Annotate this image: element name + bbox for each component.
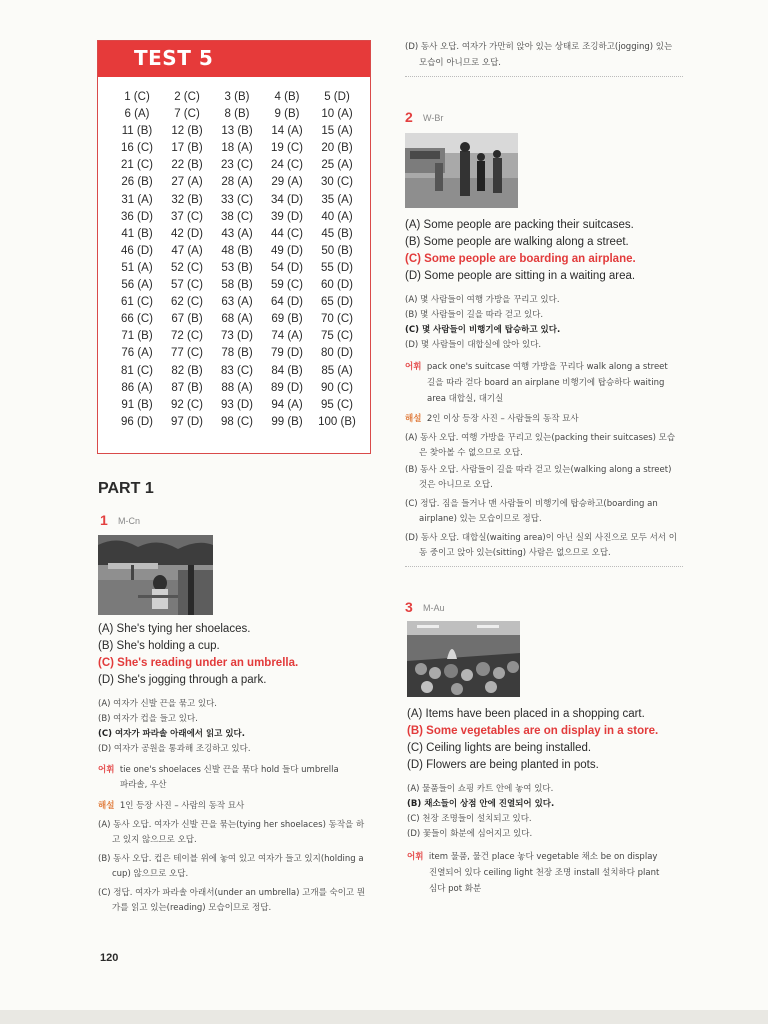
q3-photo [407, 621, 520, 697]
answer-cell: 53 (B) [221, 261, 253, 274]
q2-expl-line-7: (D) 동사 오답. 대합실(waiting area)이 아닌 실외 사진으로 모두 서서 이 [405, 533, 677, 543]
q1-expl-label: 해설 [98, 801, 115, 811]
q1-expl-line-3: (B) 동사 오답. 컵은 테이블 위에 놓여 있고 여자가 들고 있지(holding a [98, 854, 364, 864]
q1-vocab-line-1 [98, 763, 339, 775]
q3-vocab-line-2: 진열되어 있다 ceiling light 천장 조명 install 설치하다 plant [429, 868, 660, 878]
answer-cell: 87 (B) [171, 381, 203, 394]
answer-cell: 54 (D) [271, 261, 303, 274]
answer-cell: 34 (D) [271, 193, 303, 206]
answer-grid [112, 91, 364, 433]
answer-cell: 96 (D) [121, 415, 153, 428]
q2-expl-line-4: 것은 아니므로 오답. [419, 480, 493, 490]
answer-row [112, 365, 364, 382]
answer-cell: 76 (A) [121, 347, 153, 360]
answer-cell: 22 (B) [171, 159, 203, 172]
answer-cell: 66 (C) [121, 313, 153, 326]
answer-row [112, 176, 364, 193]
answer-cell: 18 (A) [221, 142, 253, 155]
q2-vocab-label: 어휘 [405, 362, 422, 372]
q2-expl-line-6: airplane) 있는 모습이므로 정답. [419, 514, 542, 524]
answer-cell: 67 (B) [171, 313, 203, 326]
answer-cell: 73 (D) [221, 330, 253, 343]
q2-option-d: (D) Some people are sitting in a waiting area. [405, 270, 636, 282]
test-title: TEST 5 [134, 46, 214, 70]
q1-expl-head [98, 799, 244, 811]
q1-expl-head-text: 1인 등장 사진 – 사람의 동작 묘사 [119, 801, 245, 811]
answer-row [112, 330, 364, 347]
answer-key-header [98, 41, 370, 77]
q2-photo [405, 133, 518, 208]
answer-cell: 8 (B) [224, 108, 250, 121]
q3-kor-d: (D) 꽃들이 화분에 심어지고 있다. [407, 829, 533, 839]
answer-cell: 23 (C) [221, 159, 253, 172]
answer-row [112, 125, 364, 142]
answer-cell: 21 (C) [121, 159, 153, 172]
answer-cell: 82 (B) [171, 364, 203, 377]
q1-option-c-correct: (C) She's reading under an umbrella. [98, 657, 299, 669]
q2-option-c-correct: (C) Some people are boarding an airplane. [405, 253, 636, 265]
answer-cell: 19 (C) [271, 142, 303, 155]
q3-kor-c: (C) 천장 조명들이 설치되고 있다. [407, 814, 532, 824]
answer-row [112, 91, 364, 108]
answer-cell: 17 (B) [171, 142, 203, 155]
answer-cell: 27 (A) [171, 176, 203, 189]
answer-cell: 28 (A) [221, 176, 253, 189]
answer-cell: 51 (A) [121, 261, 153, 274]
q2-vocab-line-3: area 대합실, 대기실 [427, 394, 504, 404]
answer-cell: 6 (A) [124, 108, 150, 121]
answer-cell: 56 (A) [121, 279, 153, 292]
answer-cell: 48 (B) [221, 244, 253, 257]
answer-cell: 83 (C) [221, 364, 253, 377]
answer-cell: 37 (C) [171, 210, 203, 223]
q2-expl-line-3: (B) 동사 오답. 사람들이 길을 따라 걷고 있는(walking along a street) [405, 465, 672, 475]
q1-option-a: (A) She's tying her shoelaces. [98, 623, 251, 635]
answer-cell: 55 (D) [321, 261, 353, 274]
q3-vocab-label: 어휘 [407, 852, 424, 862]
answer-cell: 20 (B) [321, 142, 353, 155]
answer-row [112, 262, 364, 279]
answer-cell: 42 (D) [171, 227, 203, 240]
answer-cell: 75 (C) [321, 330, 353, 343]
q1-expl-line-4: cup) 않으므로 오답. [112, 869, 189, 879]
q2-option-b: (B) Some people are walking along a street. [405, 236, 629, 248]
q3-vocab-line-1 [407, 850, 657, 862]
answer-cell: 93 (D) [221, 398, 253, 411]
answer-cell: 80 (D) [321, 347, 353, 360]
answer-cell: 70 (C) [321, 313, 353, 326]
answer-cell: 25 (A) [321, 159, 353, 172]
q3-option-a: (A) Items have been placed in a shopping cart. [407, 708, 645, 720]
answer-cell: 29 (A) [271, 176, 303, 189]
answer-row [112, 347, 364, 364]
answer-cell: 94 (A) [271, 398, 303, 411]
q1-option-d: (D) She's jogging through a park. [98, 674, 267, 686]
answer-cell: 91 (B) [121, 398, 153, 411]
answer-cell: 84 (B) [271, 364, 303, 377]
answer-cell: 81 (C) [121, 364, 153, 377]
answer-cell: 26 (B) [121, 176, 153, 189]
answer-row [112, 142, 364, 159]
answer-cell: 14 (A) [271, 125, 303, 138]
answer-cell: 58 (B) [221, 279, 253, 292]
answer-row [112, 313, 364, 330]
q2-expl-head [405, 412, 579, 424]
answer-row [112, 245, 364, 262]
answer-row [112, 159, 364, 176]
q3-speaker: M-Au [423, 603, 445, 613]
answer-cell: 31 (A) [121, 193, 153, 206]
q2-expl-line-1: (A) 동사 오답. 여행 가방을 꾸리고 있는(packing their suitcases) 모습 [405, 433, 676, 443]
q2-kor-a: (A) 몇 사람들이 여행 가방을 꾸리고 있다. [405, 295, 560, 305]
answer-cell: 97 (D) [171, 415, 203, 428]
part-title: PART 1 [98, 480, 154, 497]
page-number: 120 [100, 952, 119, 964]
answer-cell: 98 (C) [221, 415, 253, 428]
divider [405, 566, 683, 567]
answer-cell: 86 (A) [121, 381, 153, 394]
answer-cell: 90 (C) [321, 381, 353, 394]
q1-expl-d-line-2: 모습이 아니므로 오답. [419, 58, 502, 68]
answer-cell: 52 (C) [171, 261, 203, 274]
answer-cell: 69 (B) [271, 313, 303, 326]
answer-cell: 43 (A) [221, 227, 253, 240]
answer-cell: 12 (B) [171, 125, 203, 138]
answer-cell: 63 (A) [221, 296, 253, 309]
answer-cell: 74 (A) [271, 330, 303, 343]
q1-kor-a: (A) 여자가 신발 끈을 묶고 있다. [98, 699, 217, 709]
answer-cell: 39 (D) [271, 210, 303, 223]
q1-option-b: (B) She's holding a cup. [98, 640, 220, 652]
answer-cell: 57 (C) [171, 279, 203, 292]
answer-row [112, 416, 364, 433]
q3-number: 3 [405, 599, 413, 615]
answer-cell: 60 (D) [321, 279, 353, 292]
answer-cell: 13 (B) [221, 125, 253, 138]
answer-row [112, 279, 364, 296]
divider [405, 76, 683, 77]
answer-cell: 15 (A) [321, 125, 353, 138]
answer-cell: 9 (B) [274, 108, 300, 121]
answer-cell: 45 (B) [321, 227, 353, 240]
answer-cell: 5 (D) [324, 91, 350, 103]
page-bottom-strip [0, 1010, 768, 1024]
q3-vocab-text-1: item 물품, 물건 place 놓다 vegetable 채소 be on display [428, 852, 658, 862]
answer-cell: 50 (B) [321, 244, 353, 257]
answer-cell: 10 (A) [321, 108, 353, 121]
answer-cell: 35 (A) [321, 193, 353, 206]
answer-cell: 1 (C) [124, 91, 150, 103]
answer-cell: 99 (B) [271, 415, 303, 428]
answer-cell: 64 (D) [271, 296, 303, 309]
answer-cell: 95 (C) [321, 398, 353, 411]
q2-expl-head-text: 2인 이상 등장 사진 – 사람들의 동작 묘사 [426, 414, 579, 424]
answer-cell: 36 (D) [121, 210, 153, 223]
answer-cell: 44 (C) [271, 227, 303, 240]
answer-cell: 89 (D) [271, 381, 303, 394]
q1-number: 1 [100, 512, 108, 528]
answer-cell: 65 (D) [321, 296, 353, 309]
answer-cell: 16 (C) [121, 142, 153, 155]
q2-vocab-text-1: pack one's suitcase 여행 가방을 꾸리다 walk along a street [426, 362, 668, 372]
answer-row [112, 382, 364, 399]
q2-kor-b: (B) 몇 사람들이 길을 따라 걷고 있다. [405, 310, 544, 320]
q2-expl-line-8: 동 중이고 앉아 있는(sitting) 사람은 없으므로 오답. [419, 548, 611, 558]
q1-expl-line-1: (A) 동사 오답. 여자가 신발 끈을 묶는(tying her shoelaces) 동작을 하 [98, 820, 365, 830]
answer-cell: 92 (C) [171, 398, 203, 411]
answer-cell: 78 (B) [221, 347, 253, 360]
q2-option-a: (A) Some people are packing their suitcases. [405, 219, 634, 231]
q2-vocab-line-1 [405, 360, 668, 372]
answer-cell: 33 (C) [221, 193, 253, 206]
answer-cell: 79 (D) [271, 347, 303, 360]
answer-cell: 49 (D) [271, 244, 303, 257]
answer-cell: 32 (B) [171, 193, 203, 206]
answer-cell: 61 (C) [121, 296, 153, 309]
q2-expl-line-5: (C) 정답. 짐을 들거나 맨 사람들이 비행기에 탑승하고(boarding an [405, 499, 658, 509]
q2-kor-d: (D) 몇 사람들이 대합실에 앉아 있다. [405, 340, 542, 350]
answer-cell: 88 (A) [221, 381, 253, 394]
q1-expl-d-line-1: (D) 동사 오답. 여자가 가만히 앉아 있는 상태로 조깅하고(jogging) 있는 [405, 42, 673, 52]
q3-vocab-line-3: 심다 pot 화분 [429, 884, 482, 894]
q1-kor-c: (C) 여자가 파라솔 아래에서 읽고 있다. [98, 729, 245, 739]
q1-vocab-text-1: tie one's shoelaces 신발 끈을 묶다 hold 들다 umbrella [119, 765, 339, 775]
q1-expl-line-5: (C) 정답. 여자가 파라솔 아래서(under an umbrella) 고개를 숙이고 뭔 [98, 888, 366, 898]
answer-cell: 3 (B) [224, 91, 250, 103]
answer-key-box [97, 40, 371, 454]
answer-cell: 77 (C) [171, 347, 203, 360]
q1-vocab-line-2: 파라솔, 우산 [120, 780, 167, 790]
answer-cell: 2 (C) [174, 91, 200, 103]
q1-kor-d: (D) 여자가 공원을 통과해 조깅하고 있다. [98, 744, 251, 754]
q3-kor-b: (B) 채소들이 상점 안에 진열되어 있다. [407, 799, 555, 809]
answer-cell: 71 (B) [121, 330, 153, 343]
answer-cell: 59 (C) [271, 279, 303, 292]
answer-cell: 40 (A) [321, 210, 353, 223]
answer-cell: 62 (C) [171, 296, 203, 309]
q1-expl-line-6: 가를 읽고 있는(reading) 모습이므로 정답. [112, 903, 272, 913]
q2-kor-c: (C) 몇 사람들이 비행기에 탑승하고 있다. [405, 325, 561, 335]
q1-expl-line-2: 고 있지 않으므로 오답. [112, 835, 197, 845]
answer-cell: 72 (C) [171, 330, 203, 343]
q1-vocab-label: 어휘 [98, 765, 115, 775]
answer-cell: 30 (C) [321, 176, 353, 189]
answer-cell: 38 (C) [221, 210, 253, 223]
answer-row [112, 296, 364, 313]
q1-photo [98, 535, 213, 615]
q2-number: 2 [405, 109, 413, 125]
answer-cell: 85 (A) [321, 364, 353, 377]
answer-cell: 100 (B) [318, 415, 356, 428]
answer-cell: 41 (B) [121, 227, 153, 240]
q2-vocab-line-2: 길을 따라 걷다 board an airplane 비행기에 탑승하다 waiting [427, 378, 665, 388]
answer-cell: 24 (C) [271, 159, 303, 172]
q3-kor-a: (A) 물품들이 쇼핑 카트 안에 놓여 있다. [407, 784, 554, 794]
answer-cell: 47 (A) [171, 244, 203, 257]
q3-option-d: (D) Flowers are being planted in pots. [407, 759, 599, 771]
q2-expl-label: 해설 [405, 414, 422, 424]
answer-row [112, 211, 364, 228]
answer-cell: 4 (B) [274, 91, 300, 103]
answer-cell: 46 (D) [121, 244, 153, 257]
q2-speaker: W-Br [423, 113, 444, 123]
answer-cell: 11 (B) [121, 125, 153, 138]
answer-row [112, 399, 364, 416]
answer-cell: 7 (C) [174, 108, 200, 121]
answer-row [112, 228, 364, 245]
q3-option-b-correct: (B) Some vegetables are on display in a store. [407, 725, 659, 737]
answer-cell: 68 (A) [221, 313, 253, 326]
q3-option-c: (C) Ceiling lights are being installed. [407, 742, 592, 754]
q2-expl-line-2: 은 찾아볼 수 없으므로 오답. [419, 448, 523, 458]
answer-row [112, 194, 364, 211]
answer-row [112, 108, 364, 125]
q1-kor-b: (B) 여자가 컵을 들고 있다. [98, 714, 198, 724]
q1-speaker: M-Cn [118, 516, 140, 526]
